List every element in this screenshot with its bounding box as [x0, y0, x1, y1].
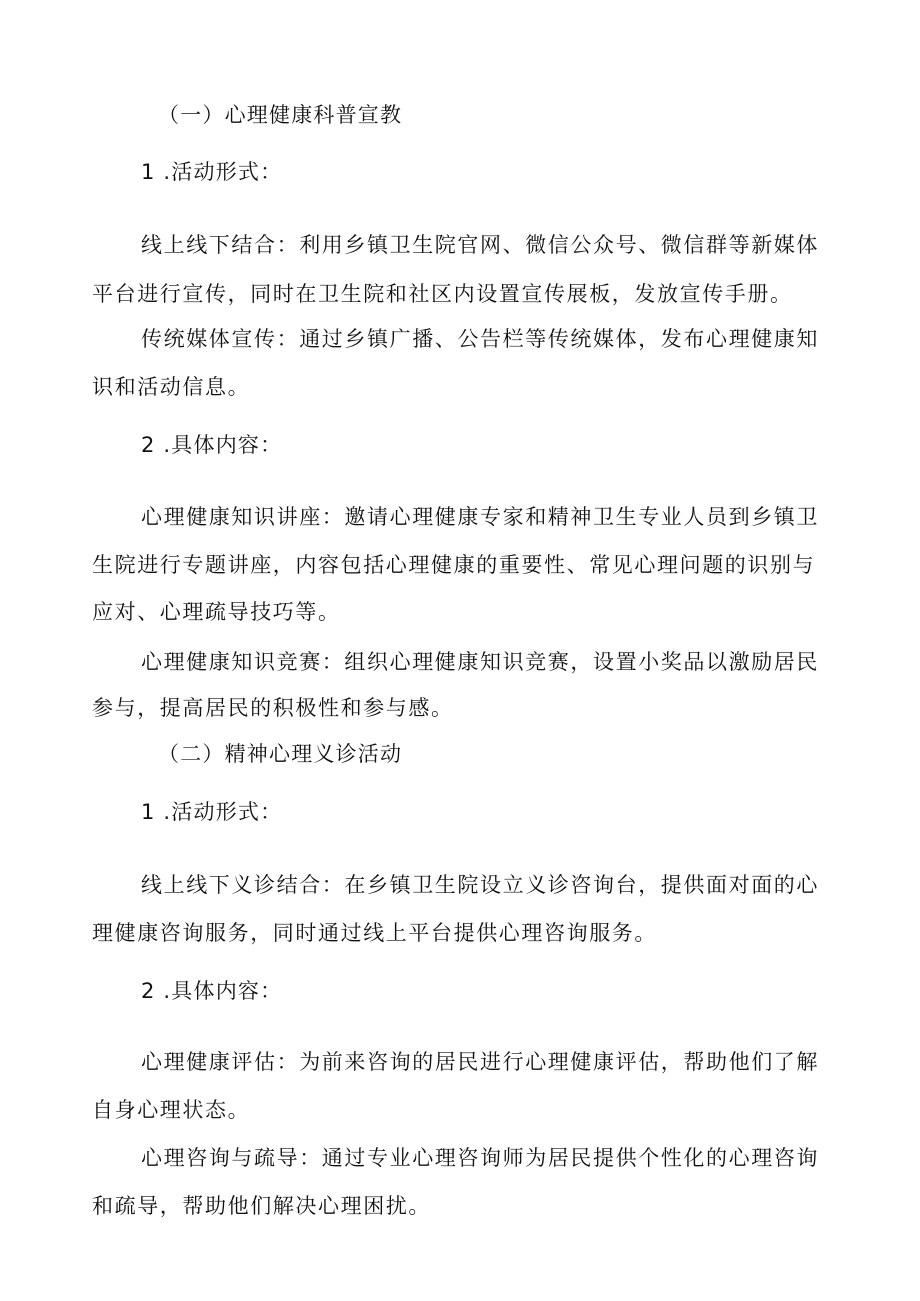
section-two-item1-heading: 1 .活动形式：: [141, 800, 283, 824]
section-one-paragraph3-line3: 应对、心理疏导技巧等。: [92, 600, 341, 624]
section-two-paragraph1-line2: 理健康咨询服务，同时通过线上平台提供心理咨询服务。: [92, 921, 657, 945]
section-one-paragraph2-line2: 识和活动信息。: [92, 375, 251, 399]
section-two-title: （二）精神心理义诊活动: [158, 742, 403, 766]
section-two-paragraph3-line2: 和疏导，帮助他们解决心理困扰。: [92, 1194, 431, 1218]
section-one-paragraph4-line2: 参与，提高居民的积极性和参与感。: [92, 696, 454, 720]
section-two-paragraph2-line2: 自身心理状态。: [92, 1098, 251, 1122]
section-one-paragraph1-line2: 平台进行宣传，同时在卫生院和社区内设置宣传展板，发放宣传手册。: [92, 282, 793, 306]
section-one-paragraph2-line1: 传统媒体宣传：通过乡镇广播、公告栏等传统媒体，发布心理健康知: [141, 327, 819, 351]
section-one-item1-heading: 1 .活动形式：: [141, 160, 283, 184]
section-one-paragraph3-line2: 生院进行专题讲座，内容包括心理健康的重要性、常见心理问题的识别与: [92, 553, 816, 577]
section-one-title: （一）心理健康科普宣教: [158, 103, 403, 127]
section-two-paragraph3-line1: 心理咨询与疏导：通过专业心理咨询师为居民提供个性化的心理咨询: [141, 1146, 819, 1170]
section-two-paragraph1-line1: 线上线下义诊结合：在乡镇卫生院设立义诊咨询台，提供面对面的心: [141, 873, 819, 897]
section-one-paragraph3-line1: 心理健康知识讲座：邀请心理健康专家和精神卫生专业人员到乡镇卫: [141, 505, 819, 529]
section-two-item2-heading: 2 .具体内容：: [141, 979, 283, 1003]
section-one-paragraph4-line1: 心理健康知识竞赛：组织心理健康知识竞赛，设置小奖品以激励居民: [141, 650, 819, 674]
section-one-paragraph1-line1: 线上线下结合：利用乡镇卫生院官网、微信公众号、微信群等新媒体: [141, 233, 819, 257]
section-one-item2-heading: 2 .具体内容：: [141, 433, 283, 457]
section-two-paragraph2-line1: 心理健康评估：为前来咨询的居民进行心理健康评估，帮助他们了解: [141, 1050, 819, 1074]
